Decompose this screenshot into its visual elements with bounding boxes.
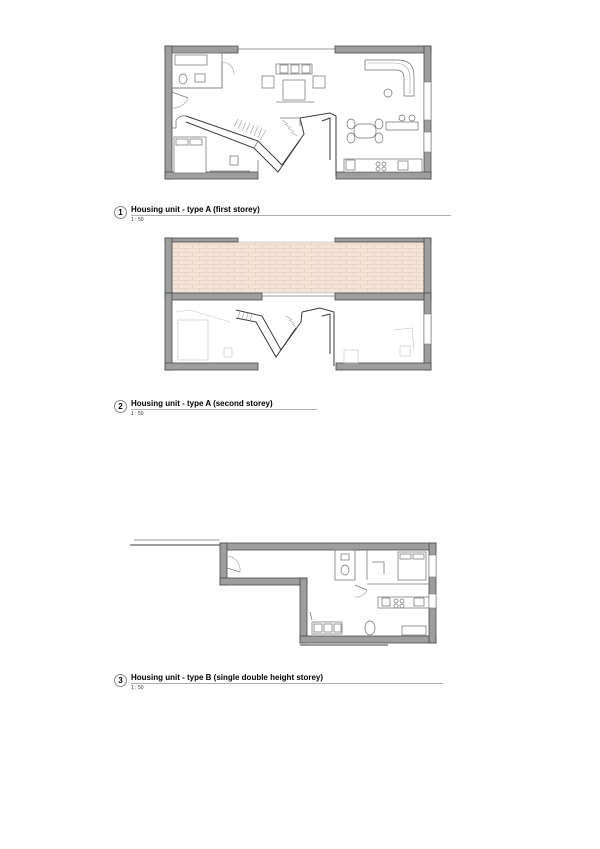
wall-left (165, 293, 172, 370)
parapet-top-left (165, 238, 238, 242)
window-right (424, 82, 431, 120)
armchair (365, 621, 375, 635)
wall-step (220, 578, 307, 585)
title-underline (131, 683, 443, 684)
drawing-scale: 1 : 50 (131, 685, 144, 691)
wall-bottom-right (336, 363, 431, 370)
floor-plan-type-a-second-storey (0, 234, 600, 376)
armchair-right (313, 76, 325, 88)
title-underline (131, 215, 451, 216)
partition-wall (300, 113, 336, 176)
wall-bottom-right (336, 172, 431, 179)
bathtub (175, 55, 207, 65)
lamp (384, 89, 392, 97)
wall-top-left (165, 46, 238, 53)
dining-table-set (347, 119, 383, 143)
drawing-title-2 (114, 400, 454, 422)
entrance-door (172, 92, 188, 98)
partition-wall (302, 308, 334, 366)
wall-bottom (300, 636, 436, 643)
drawing-title: Housing unit - type A (first storey) (131, 205, 260, 214)
wall-left (165, 46, 172, 179)
drawing-scale: 1 : 50 (131, 411, 144, 417)
wall-top-left (165, 293, 262, 300)
drawing-number: 2 (114, 400, 127, 413)
toilet (341, 565, 349, 575)
coffee-table (283, 80, 305, 100)
entrance-door (227, 568, 240, 572)
wall-left-lower (300, 578, 307, 643)
wall-top (220, 543, 436, 550)
drawing-number: 1 (114, 206, 127, 219)
drawing-title-3 (114, 674, 454, 696)
chair (230, 156, 238, 165)
drawing-title: Housing unit - type B (single double height storey) (131, 673, 323, 682)
drawing-title: Housing unit - type A (second storey) (131, 399, 273, 408)
wall-bottom-left (165, 363, 258, 370)
title-underline (131, 409, 317, 410)
wall-top-right (335, 46, 431, 53)
wall-top-right (335, 293, 431, 300)
desk (402, 626, 426, 635)
drawing-number: 3 (114, 674, 127, 687)
parapet-top-right (335, 238, 431, 242)
drawing-scale: 1 : 50 (131, 217, 144, 223)
floor-plan-type-a-first-storey (0, 40, 600, 185)
toilet (179, 74, 187, 84)
floor-plan-type-b (0, 536, 600, 652)
armchair-left (262, 76, 274, 88)
window-right (429, 555, 436, 577)
kitchen-island (386, 122, 418, 130)
roof-terrace (172, 242, 424, 293)
staircase (236, 310, 302, 357)
drawing-title-1 (114, 206, 454, 228)
